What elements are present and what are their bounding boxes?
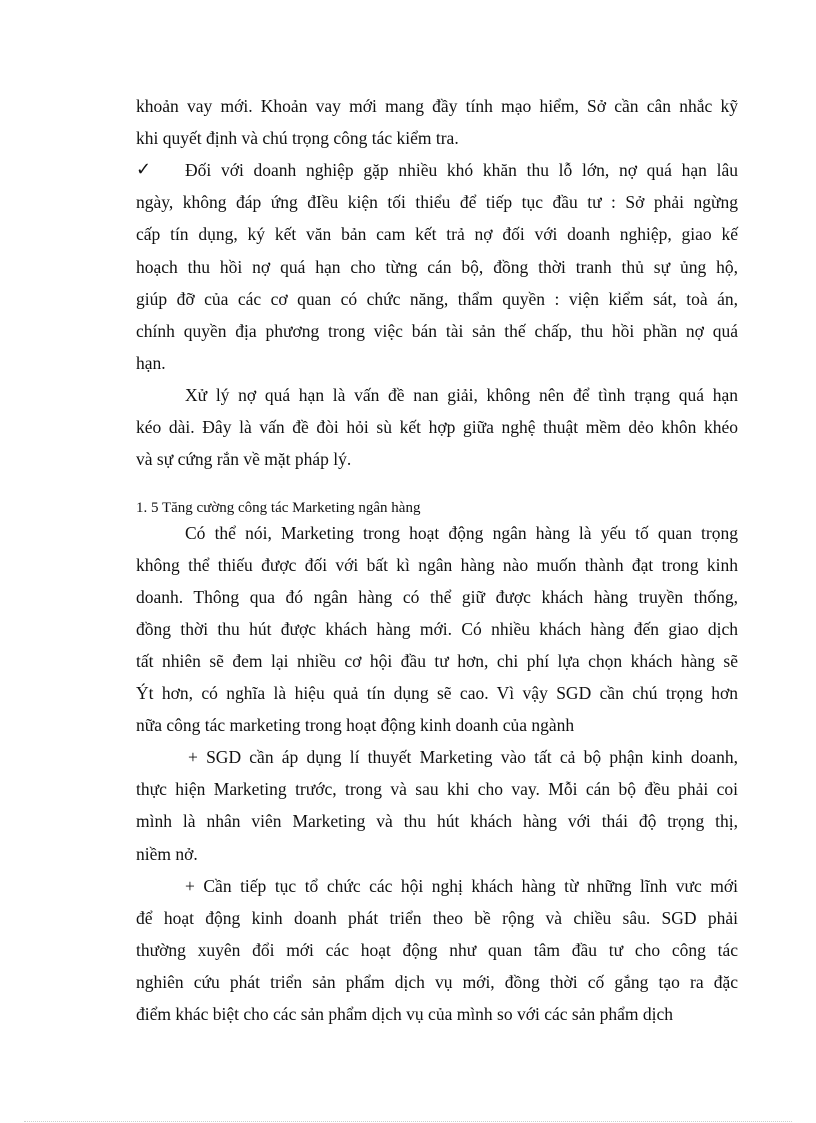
text-line: khi quyết định và chú trọng công tác kiểm tra. [136, 128, 459, 148]
text-line: hoạch thu hồi nợ quá hạn cho từng cán bộ, đồng thời tranh thủ sự ủng hộ, [136, 257, 738, 277]
text-line: thường xuyên đổi mới các hoạt động như quan tâm đầu tư cho công tác [136, 940, 738, 960]
text-line: Có thể nói, Marketing trong hoạt động ngân hàng là yếu tố quan trọng [185, 523, 738, 543]
text-line: cấp tín dụng, ký kết văn bản cam kết trả nợ đối với doanh nghiệp, giao kế [136, 224, 738, 244]
text-line: hạn. [136, 353, 166, 373]
text-line: không thể thiếu được đối với bất kì ngân hàng nào muốn thành đạt trong kinh [136, 555, 738, 575]
text-line: để hoạt động kinh doanh phát triển theo bề rộng và chiều sâu. SGD phải [136, 908, 738, 928]
text-line: + Cần tiếp tục tổ chức các hội nghị khách hàng từ những lĩnh vưc mới [185, 876, 738, 896]
text-line: nữa công tác marketing trong hoạt động kinh doanh của ngành [136, 715, 575, 735]
text-line: Ýt hơn, có nghĩa là hiệu quả tín dụng sẽ cao. Vì vậy SGD cần chú trọng hơn [136, 683, 738, 703]
text-line: khoản vay mới. Khoản vay mới mang đầy tính mạo hiểm, Sở cần cân nhắc kỹ [136, 96, 738, 116]
text-line: và sự cứng rắn về mặt pháp lý. [136, 449, 352, 469]
text-line: niềm nở. [136, 844, 198, 864]
text-line: + SGD cần áp dụng lí thuyết Marketing vào tất cả bộ phận kinh doanh, [188, 747, 738, 767]
page-bottom-divider [24, 1121, 792, 1122]
text-line: Đối với doanh nghiệp gặp nhiều khó khăn thu lỗ lớn, nợ quá hạn lâu [185, 160, 738, 180]
text-line: điểm khác biệt cho các sản phẩm dịch vụ của mình so với các sản phẩm dịch [136, 1004, 673, 1024]
text-line: kéo dài. Đây là vấn đề đòi hỏi sù kết hợp giữa nghệ thuật mềm dẻo khôn khéo [136, 417, 738, 437]
text-line: ngày, không đáp ứng đIều kiện tối thiểu để tiếp tục đầu tư : Sở phải ngừng [136, 192, 738, 212]
text-line: Xử lý nợ quá hạn là vấn đề nan giải, không nên để tình trạng quá hạn [185, 385, 738, 405]
text-line: doanh. Thông qua đó ngân hàng có thể giữ được khách hàng truyền thống, [136, 587, 738, 607]
text-line: chính quyền địa phương trong việc bán tài sản thế chấp, thu hồi phần nợ quá [136, 321, 738, 341]
checkmark-icon: ✓ [136, 159, 152, 180]
section-heading: 1. 5 Tăng cường công tác Marketing ngân hàng [136, 500, 421, 516]
text-line: giúp đỡ của các cơ quan có chức năng, thẩm quyền : viện kiểm sát, toà án, [136, 289, 738, 309]
text-line: mình là nhân viên Marketing và thu hút khách hàng với thái độ trọng thị, [136, 811, 738, 831]
text-line: đồng thời thu hút được khách hàng mới. Có nhiều khách hàng đến giao dịch [136, 619, 738, 639]
text-line: thực hiện Marketing trước, trong và sau khi cho vay. Mỗi cán bộ đều phải coi [136, 779, 738, 799]
text-line: nghiên cứu phát triển sản phẩm dịch vụ mới, đồng thời cố gắng tạo ra đặc [136, 972, 738, 992]
text-line: tất nhiên sẽ đem lại nhiều cơ hội đầu tư hơn, chi phí lựa chọn khách hàng sẽ [136, 651, 738, 671]
